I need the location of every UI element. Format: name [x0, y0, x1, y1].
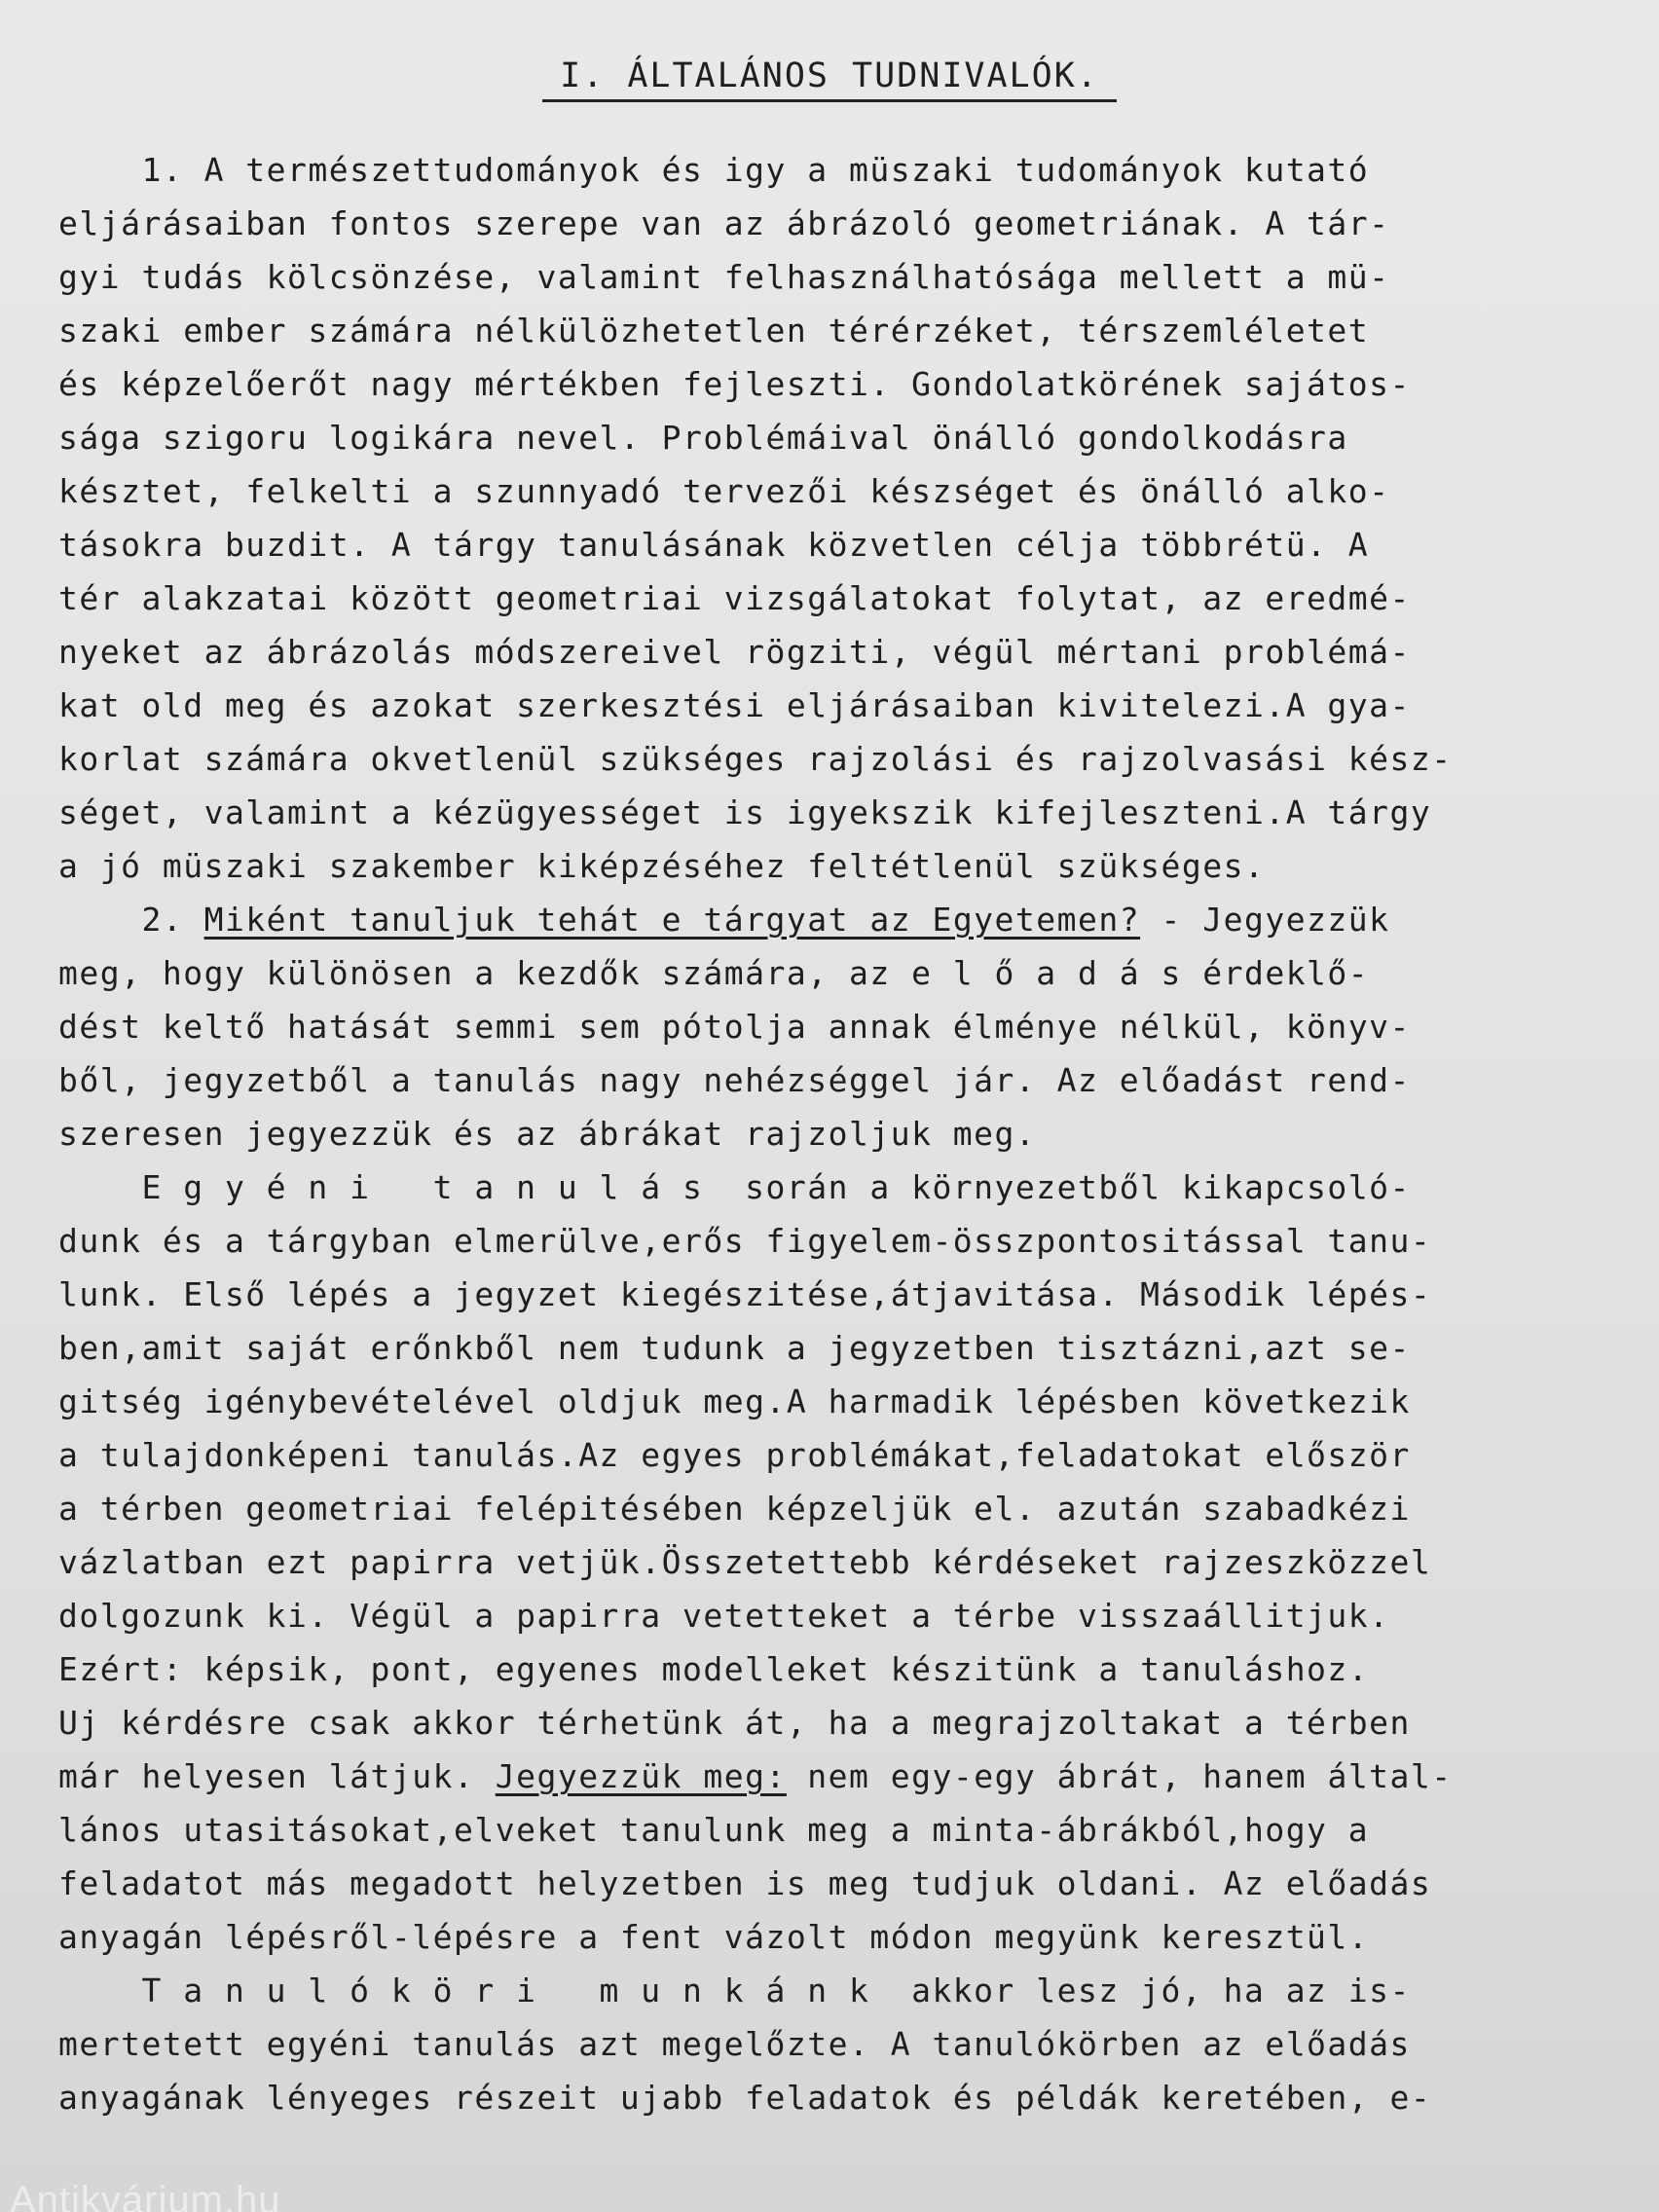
section-heading	[0, 56, 1659, 102]
note-prefix: már helyesen látjuk.	[58, 1757, 496, 1795]
text-line: dunk és a tárgyban elmerülve,erős figyelem-összpontositással tanu-	[58, 1222, 1432, 1260]
question-suffix: - Jegyezzük	[1140, 901, 1390, 939]
note-line	[58, 1757, 1616, 1796]
question-line	[58, 901, 1616, 940]
text-line: ben,amit saját erőnkből nem tudunk a jegyzetben tisztázni,azt se-	[58, 1329, 1411, 1367]
heading-text: I. ÁLTALÁNOS TUDNIVALÓK.	[542, 56, 1117, 102]
note-suffix: nem egy-egy ábrát, hanem által-	[786, 1757, 1453, 1795]
text-line: Ezért: képsik, pont, egyenes modelleket készitünk a tanuláshoz.	[58, 1650, 1370, 1688]
watermark: Antikvárium.hu	[10, 2179, 281, 2212]
text-line: tásokra buzdit. A tárgy tanulásának közvetlen célja többrétü. A	[58, 526, 1370, 564]
text-line: sága szigoru logikára nevel. Problémáival önálló gondolkodásra	[58, 419, 1348, 457]
text-line: anyagának lényeges részeit ujabb feladatok és példák keretében, e-	[58, 2079, 1432, 2117]
text-line: feladatot más megadott helyzetben is meg tudjuk oldani. Az előadás	[58, 1864, 1432, 1902]
text-line: vázlatban ezt papirra vetjük.Összetettebb kérdéseket rajzeszközzel	[58, 1543, 1432, 1581]
text-line: lunk. Első lépés a jegyzet kiegészitése,átjavitása. Második lépés-	[58, 1275, 1432, 1313]
text-line: nyeket az ábrázolás módszereivel rögziti, végül mértani problémá-	[58, 633, 1411, 671]
text-line: meg, hogy különösen a kezdők számára, az e l ő a d á s érdeklő-	[58, 954, 1370, 992]
text-line: tér alakzatai között geometriai vizsgálatokat folytat, az eredmé-	[58, 579, 1411, 617]
text-line: T a n u l ó k ö r i m u n k á n k akkor lesz jó, ha az is-	[58, 1972, 1411, 2009]
text-line: mertetett egyéni tanulás azt megelőzte. A tanulókörben az előadás	[58, 2025, 1411, 2063]
text-line: anyagán lépésről-lépésre a fent vázolt módon megyünk keresztül.	[58, 1918, 1370, 1956]
underlined-note: Jegyezzük meg:	[495, 1757, 787, 1795]
text-line: a térben geometriai felépitésében képzeljük el. azután szabadkézi	[58, 1490, 1411, 1528]
text-line: gyi tudás kölcsönzése, valamint felhasználhatósága mellett a mü-	[58, 258, 1390, 296]
text-line: eljárásaiban fontos szerepe van az ábrázoló geometriának. A tár-	[58, 204, 1390, 242]
text-line: E g y é n i t a n u l á s során a környezetből kikapcsoló-	[58, 1168, 1411, 1206]
text-line: korlat számára okvetlenül szükséges rajzolási és rajzolvasási kész-	[58, 740, 1453, 778]
text-line: a tulajdonképeni tanulás.Az egyes problémákat,feladatokat először	[58, 1436, 1411, 1474]
underlined-question: Miként tanuljuk tehát e tárgyat az Egyetemen?	[203, 901, 1141, 939]
text-line: dolgozunk ki. Végül a papirra vetetteket a térbe visszaállitjuk.	[58, 1597, 1390, 1635]
text-line: és képzelőerőt nagy mértékben fejleszti. Gondolatkörének sajátos-	[58, 365, 1411, 403]
text-line: a jó müszaki szakember kiképzéséhez feltétlenül szükséges.	[58, 847, 1266, 885]
text-line: lános utasitásokat,elveket tanulunk meg a minta-ábrákból,hogy a	[58, 1811, 1370, 1849]
text-line: gitség igénybevételével oldjuk meg.A harmadik lépésben következik	[58, 1382, 1411, 1420]
text-line: késztet, felkelti a szunnyadó tervezői készséget és önálló alko-	[58, 472, 1390, 510]
text-line: ből, jegyzetből a tanulás nagy nehézséggel jár. Az előadást rend-	[58, 1061, 1411, 1099]
text-line: Uj kérdésre csak akkor térhetünk át, ha a megrajzoltakat a térben	[58, 1704, 1411, 1742]
text-line: szeresen jegyezzük és az ábrákat rajzoljuk meg.	[58, 1115, 1037, 1153]
question-prefix: 2.	[58, 901, 204, 939]
text-line: séget, valamint a kézügyességet is igyekszik kifejleszteni.A tárgy	[58, 793, 1432, 831]
text-line: dést keltő hatását semmi sem pótolja annak élménye nélkül, könyv-	[58, 1008, 1411, 1046]
text-line: 1. A természettudományok és igy a müszaki tudományok kutató	[58, 151, 1370, 189]
text-line: kat old meg és azokat szerkesztési eljárásaiban kivitelezi.A gya-	[58, 686, 1411, 724]
text-line: szaki ember számára nélkülözhetetlen térérzéket, térszemléletet	[58, 312, 1370, 350]
